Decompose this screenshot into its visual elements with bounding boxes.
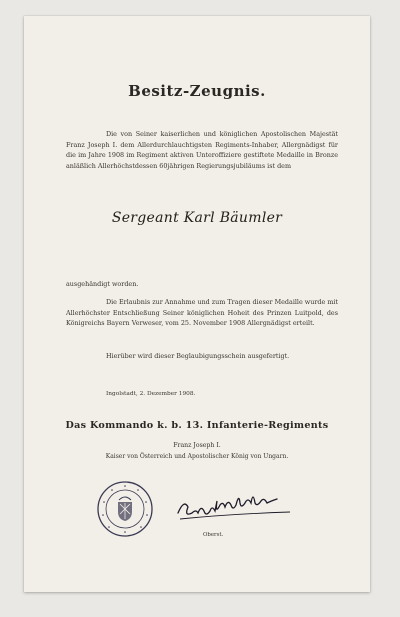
place-date-line: Ingolstadt, 2. Dezember 1908. — [106, 391, 196, 397]
handed-over-line: ausgehändigt worden. — [66, 280, 139, 288]
certificate-title: Besitz-Zeugnis. — [128, 82, 266, 100]
recipient-name: Sergeant Karl Bäumler — [111, 210, 283, 226]
signatory-rank: Oberst. — [203, 532, 224, 538]
award-paragraph: Die von Seiner kaiserlichen und königlichen Apostolischen Majestät Franz Joseph I. dem Allerdurchlauchtigsten Regiments-Inhaber, Allergnädigst für die im Jahre 1908 im Regiment aktiven Unteroffiziere gestiftete Medaille in Bronze anläßlich Allerhöchstdessen 60jährigen Regierungsjubiläums ist dem — [66, 130, 338, 170]
certificate-sheet — [24, 16, 370, 592]
regiment-patron-title: Kaiser von Österreich und Apostolischer König von Ungarn. — [105, 453, 289, 460]
regiment-seal-icon — [96, 480, 154, 538]
commander-signature — [174, 495, 302, 525]
regiment-command: Das Kommando k. b. 13. Infanterie-Regiments — [65, 420, 329, 431]
regiment-patron: Franz Joseph I. — [173, 442, 221, 449]
permission-paragraph: Die Erlaubnis zur Annahme und zum Tragen dieser Medaille wurde mit Allerhöchster Entschließung Seiner königlichen Hoheit des Prinzen Luitpold, des Königreichs Bayern Verweser, vom 25. November 1908 Allergnädigst erteilt. — [66, 298, 338, 328]
certification-line: Hierüber wird dieser Beglaubigungsschein ausgefertigt. — [106, 352, 290, 360]
